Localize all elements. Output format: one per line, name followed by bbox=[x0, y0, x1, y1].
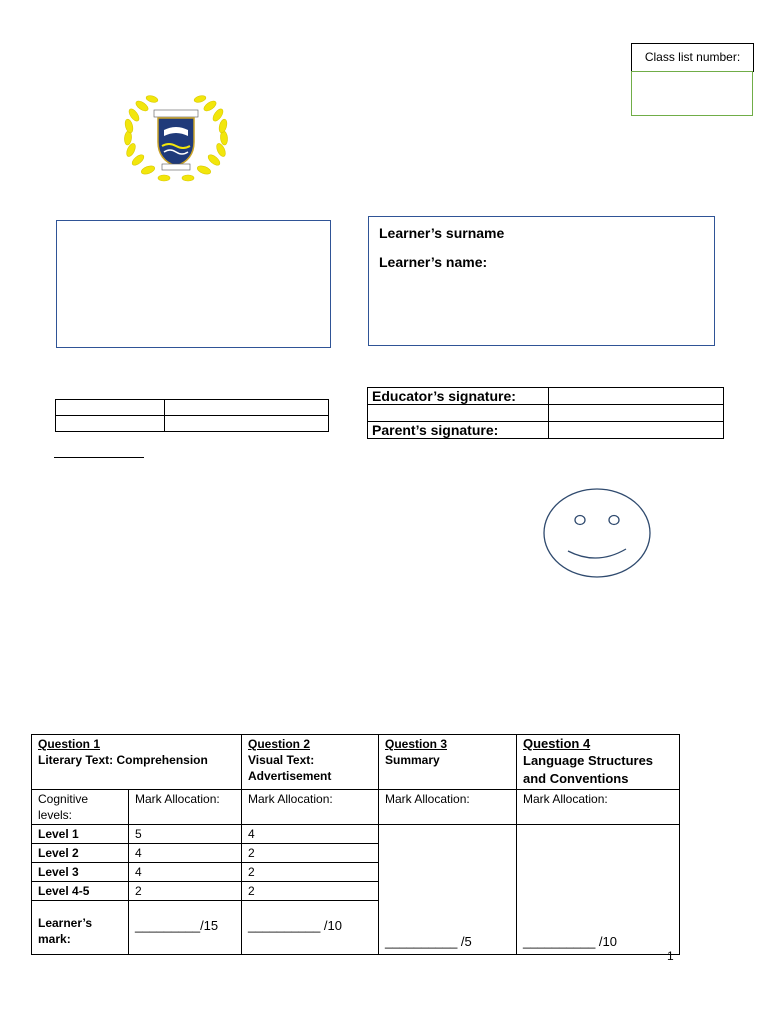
question-4-subtitle: Language Structures and Conventions bbox=[523, 753, 654, 786]
mark-allocation-label: Mark Allocation: bbox=[379, 790, 517, 825]
level-label: Level 2 bbox=[32, 844, 129, 863]
question-1-heading: Question 1 bbox=[38, 737, 101, 751]
school-crest-logo bbox=[120, 90, 232, 186]
level-label: Level 1 bbox=[32, 825, 129, 844]
learner-mark-label: Learner’s mark: bbox=[32, 901, 129, 955]
level-q1-value: 4 bbox=[129, 844, 242, 863]
level-q2-value: 2 bbox=[242, 863, 379, 882]
table-row bbox=[56, 400, 329, 416]
underline-divider bbox=[54, 457, 144, 458]
table-cell[interactable] bbox=[56, 416, 165, 432]
question-3-heading: Question 3 bbox=[385, 737, 448, 751]
educator-signature-field[interactable] bbox=[549, 388, 724, 405]
question-4-header-cell bbox=[517, 735, 680, 790]
learner-details-box[interactable] bbox=[368, 216, 715, 346]
level-label: Level 3 bbox=[32, 863, 129, 882]
table-cell[interactable] bbox=[165, 400, 329, 416]
level-q1-value: 2 bbox=[129, 882, 242, 901]
parent-signature-field[interactable] bbox=[549, 422, 724, 439]
marks-allocation-table bbox=[31, 734, 680, 955]
question-4-mark: __________ /10 bbox=[517, 825, 680, 955]
level-label: Level 4-5 bbox=[32, 882, 129, 901]
question-3-subtitle: Summary bbox=[385, 753, 440, 767]
learner-name-label: Learner’s name: bbox=[379, 254, 488, 270]
question-1-header-cell bbox=[32, 735, 242, 790]
class-list-number-label: Class list number: bbox=[631, 43, 754, 72]
signature-table bbox=[367, 387, 724, 439]
question-1-mark: _________/15 bbox=[129, 901, 242, 955]
table-row bbox=[368, 388, 724, 405]
table-row bbox=[32, 825, 680, 844]
info-box bbox=[56, 220, 331, 348]
mark-allocation-label: Mark Allocation: bbox=[129, 790, 242, 825]
question-3-mark: __________ /5 bbox=[379, 825, 517, 955]
small-info-table bbox=[55, 399, 329, 432]
table-cell[interactable] bbox=[56, 400, 165, 416]
table-row bbox=[32, 790, 680, 825]
table-row bbox=[56, 416, 329, 432]
question-3-header-cell bbox=[379, 735, 517, 790]
learner-surname-label: Learner’s surname bbox=[379, 225, 505, 241]
table-row bbox=[368, 405, 724, 422]
class-list-number-field[interactable] bbox=[631, 71, 753, 116]
table-row bbox=[32, 735, 680, 790]
question-2-mark: __________ /10 bbox=[242, 901, 379, 955]
level-q2-value: 2 bbox=[242, 844, 379, 863]
question-1-subtitle: Literary Text: Comprehension bbox=[38, 753, 208, 767]
table-row bbox=[368, 422, 724, 439]
cognitive-levels-label: Cognitive levels: bbox=[32, 790, 129, 825]
question-2-subtitle: Visual Text: Advertisement bbox=[248, 753, 332, 783]
question-2-heading: Question 2 bbox=[248, 737, 311, 751]
question-2-header-cell bbox=[242, 735, 379, 790]
level-q1-value: 5 bbox=[129, 825, 242, 844]
table-cell[interactable] bbox=[549, 405, 724, 422]
parent-signature-label: Parent’s signature: bbox=[368, 422, 549, 439]
level-q2-value: 2 bbox=[242, 882, 379, 901]
level-q1-value: 4 bbox=[129, 863, 242, 882]
page-number: 1 bbox=[667, 949, 674, 963]
question-4-heading: Question 4 bbox=[523, 736, 591, 751]
smiley-face-icon bbox=[542, 487, 654, 581]
level-q2-value: 4 bbox=[242, 825, 379, 844]
mark-allocation-label: Mark Allocation: bbox=[517, 790, 680, 825]
table-cell bbox=[368, 405, 549, 422]
table-cell[interactable] bbox=[165, 416, 329, 432]
mark-allocation-label: Mark Allocation: bbox=[242, 790, 379, 825]
educator-signature-label: Educator’s signature: bbox=[368, 388, 549, 405]
